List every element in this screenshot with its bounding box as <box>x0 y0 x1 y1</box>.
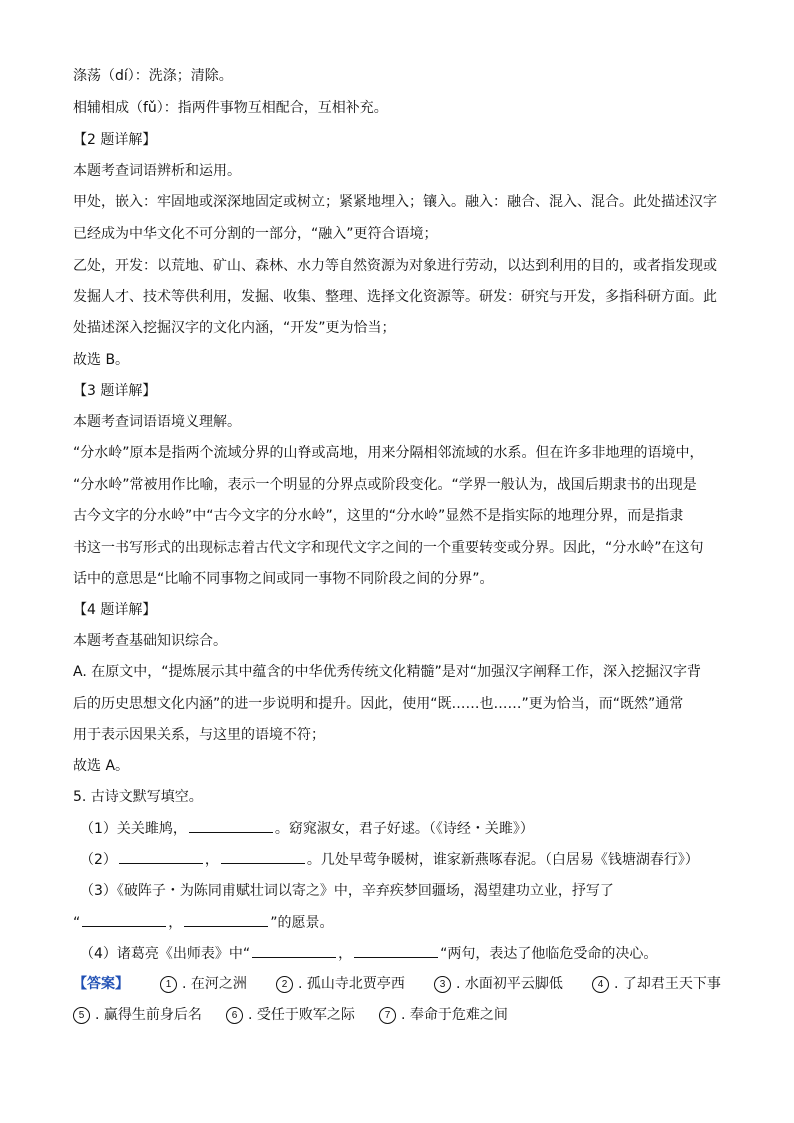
circled-number: 7 <box>379 1007 396 1024</box>
question-text: ， <box>168 915 183 931</box>
question-text: （4）诸葛亮《出师表》中“ <box>80 946 251 962</box>
question-text: 。窈窕淑女，君子好逑。（《诗经・关雎》） <box>274 821 534 837</box>
text-line: 相辅相成（fǔ）：指两件事物互相配合，互相补充。 <box>73 100 388 116</box>
question-text: ”的愿景。 <box>270 915 334 931</box>
answer-blank <box>354 943 438 958</box>
question-3 <box>80 881 614 901</box>
circled-number: 5 <box>73 1007 90 1024</box>
answer-label: 【答案】 <box>73 976 129 992</box>
answer-text: . 在河之洲 <box>182 976 247 992</box>
answer-text: . 奉命于危难之间 <box>401 1007 508 1023</box>
text-line: A. 在原文中，“提炼展示其中蕴含的中华优秀传统文化精髓”是对“加强汉字阐释工作，深入挖掘汉字背 <box>73 664 701 680</box>
circled-number: 3 <box>434 976 451 993</box>
text-line: 处描述深入挖掘汉字的文化内涵，“开发”更为恰当； <box>73 320 396 336</box>
answer-text: . 了却君王天下事 <box>614 976 721 992</box>
answer-text: . 受任于败军之际 <box>248 1007 355 1023</box>
answer-item <box>226 1005 355 1025</box>
answer-blank <box>252 943 336 958</box>
answer-item <box>160 974 247 994</box>
question-2 <box>80 849 699 870</box>
answer-item <box>592 974 721 994</box>
text-line: 甲处，嵌入：牢固地或深深地固定或树立；紧紧地埋入；镶入。融入：融合、混入、混合。此处描述汉字 <box>73 194 717 210</box>
answer-text: . 孤山寺北贾亭西 <box>298 976 405 992</box>
text-line: 本题考查词语语境义理解。 <box>73 414 241 430</box>
text-line: 故选 B。 <box>73 352 130 368</box>
answer-blank <box>221 849 305 864</box>
answer-text: . 水面初平云脚低 <box>456 976 563 992</box>
answer-item <box>276 974 405 994</box>
text-line: 已经成为中华文化不可分割的一部分，“融入”更符合语境； <box>73 226 438 242</box>
text-line: 后的历史思想文化内涵”的进一步说明和提升。因此，使用“既……也……”更为恰当，而“既然”通常 <box>73 696 684 712</box>
answer-item <box>379 1005 508 1025</box>
text-line: 本题考查基础知识综合。 <box>73 633 227 649</box>
text-line: 乙处，开发：以荒地、矿山、森林、水力等自然资源为对象进行劳动，以达到利用的目的，或者指发现或 <box>73 258 717 274</box>
answer-blank <box>184 912 268 927</box>
question-text: ， <box>338 946 353 962</box>
answer-blank <box>82 912 166 927</box>
question-4 <box>80 943 657 964</box>
question-text: “ <box>73 915 81 931</box>
section-heading: 【4 题详解】 <box>73 602 157 618</box>
section-heading: 【3 题详解】 <box>73 383 157 399</box>
question-heading: 5. 古诗文默写填空。 <box>73 789 203 805</box>
text-line: 话中的意思是“比喻不同事物之间或同一事物不同阶段之间的分界”。 <box>73 571 494 587</box>
text-line: 涤荡（dí）：洗涤；清除。 <box>73 68 233 84</box>
answer-item <box>434 974 563 994</box>
question-1 <box>80 818 534 839</box>
text-line: 发掘人才、技术等供利用，发掘、收集、整理、选择文化资源等。研发：研究与开发，多指科研方面。此 <box>73 289 717 305</box>
text-line: 书这一书写形式的出现标志着古代文字和现代文字之间的一个重要转变或分界。因此，“分水岭”在这句 <box>73 540 704 556</box>
section-heading: 【2 题详解】 <box>73 132 157 148</box>
text-line: 用于表示因果关系，与这里的语境不符； <box>73 727 325 743</box>
question-text: 。几处早莺争暖树，谁家新燕啄春泥。（白居易《钱塘湖春行》） <box>306 852 699 868</box>
question-text: “两句，表达了他临危受命的决心。 <box>440 946 658 962</box>
text-line: 本题考查词语辨析和运用。 <box>73 163 241 179</box>
question-text: （1）关关雎鸠， <box>80 821 187 837</box>
text-line: “分水岭”常被用作比喻，表示一个明显的分界点或阶段变化。“学界一般认为，战国后期隶书的出现是 <box>73 477 697 493</box>
circled-number: 1 <box>160 976 177 993</box>
circled-number: 4 <box>592 976 609 993</box>
answer-blank <box>119 849 203 864</box>
answer-blank <box>189 818 273 833</box>
question-3-continued <box>73 912 334 933</box>
question-text: （3）《破阵子・为陈同甫赋壮词以寄之》中，辛弃疾梦回疆场，渴望建功立业，抒写了 <box>80 883 614 899</box>
question-text: ， <box>204 852 219 868</box>
circled-number: 6 <box>226 1007 243 1024</box>
circled-number: 2 <box>276 976 293 993</box>
answer-text: . 赢得生前身后名 <box>95 1007 202 1023</box>
answer-item <box>73 1005 202 1025</box>
text-line: “分水岭”原本是指两个流域分界的山脊或高地，用来分隔相邻流域的水系。但在许多非地理的语境中， <box>73 445 704 461</box>
text-line: 故选 A。 <box>73 758 130 774</box>
question-text: （2） <box>80 852 117 868</box>
answer-row <box>73 974 721 994</box>
text-line: 古今文字的分水岭”中“古今文字的分水岭”，这里的“分水岭”显然不是指实际的地理分界，而是指隶 <box>73 508 684 524</box>
